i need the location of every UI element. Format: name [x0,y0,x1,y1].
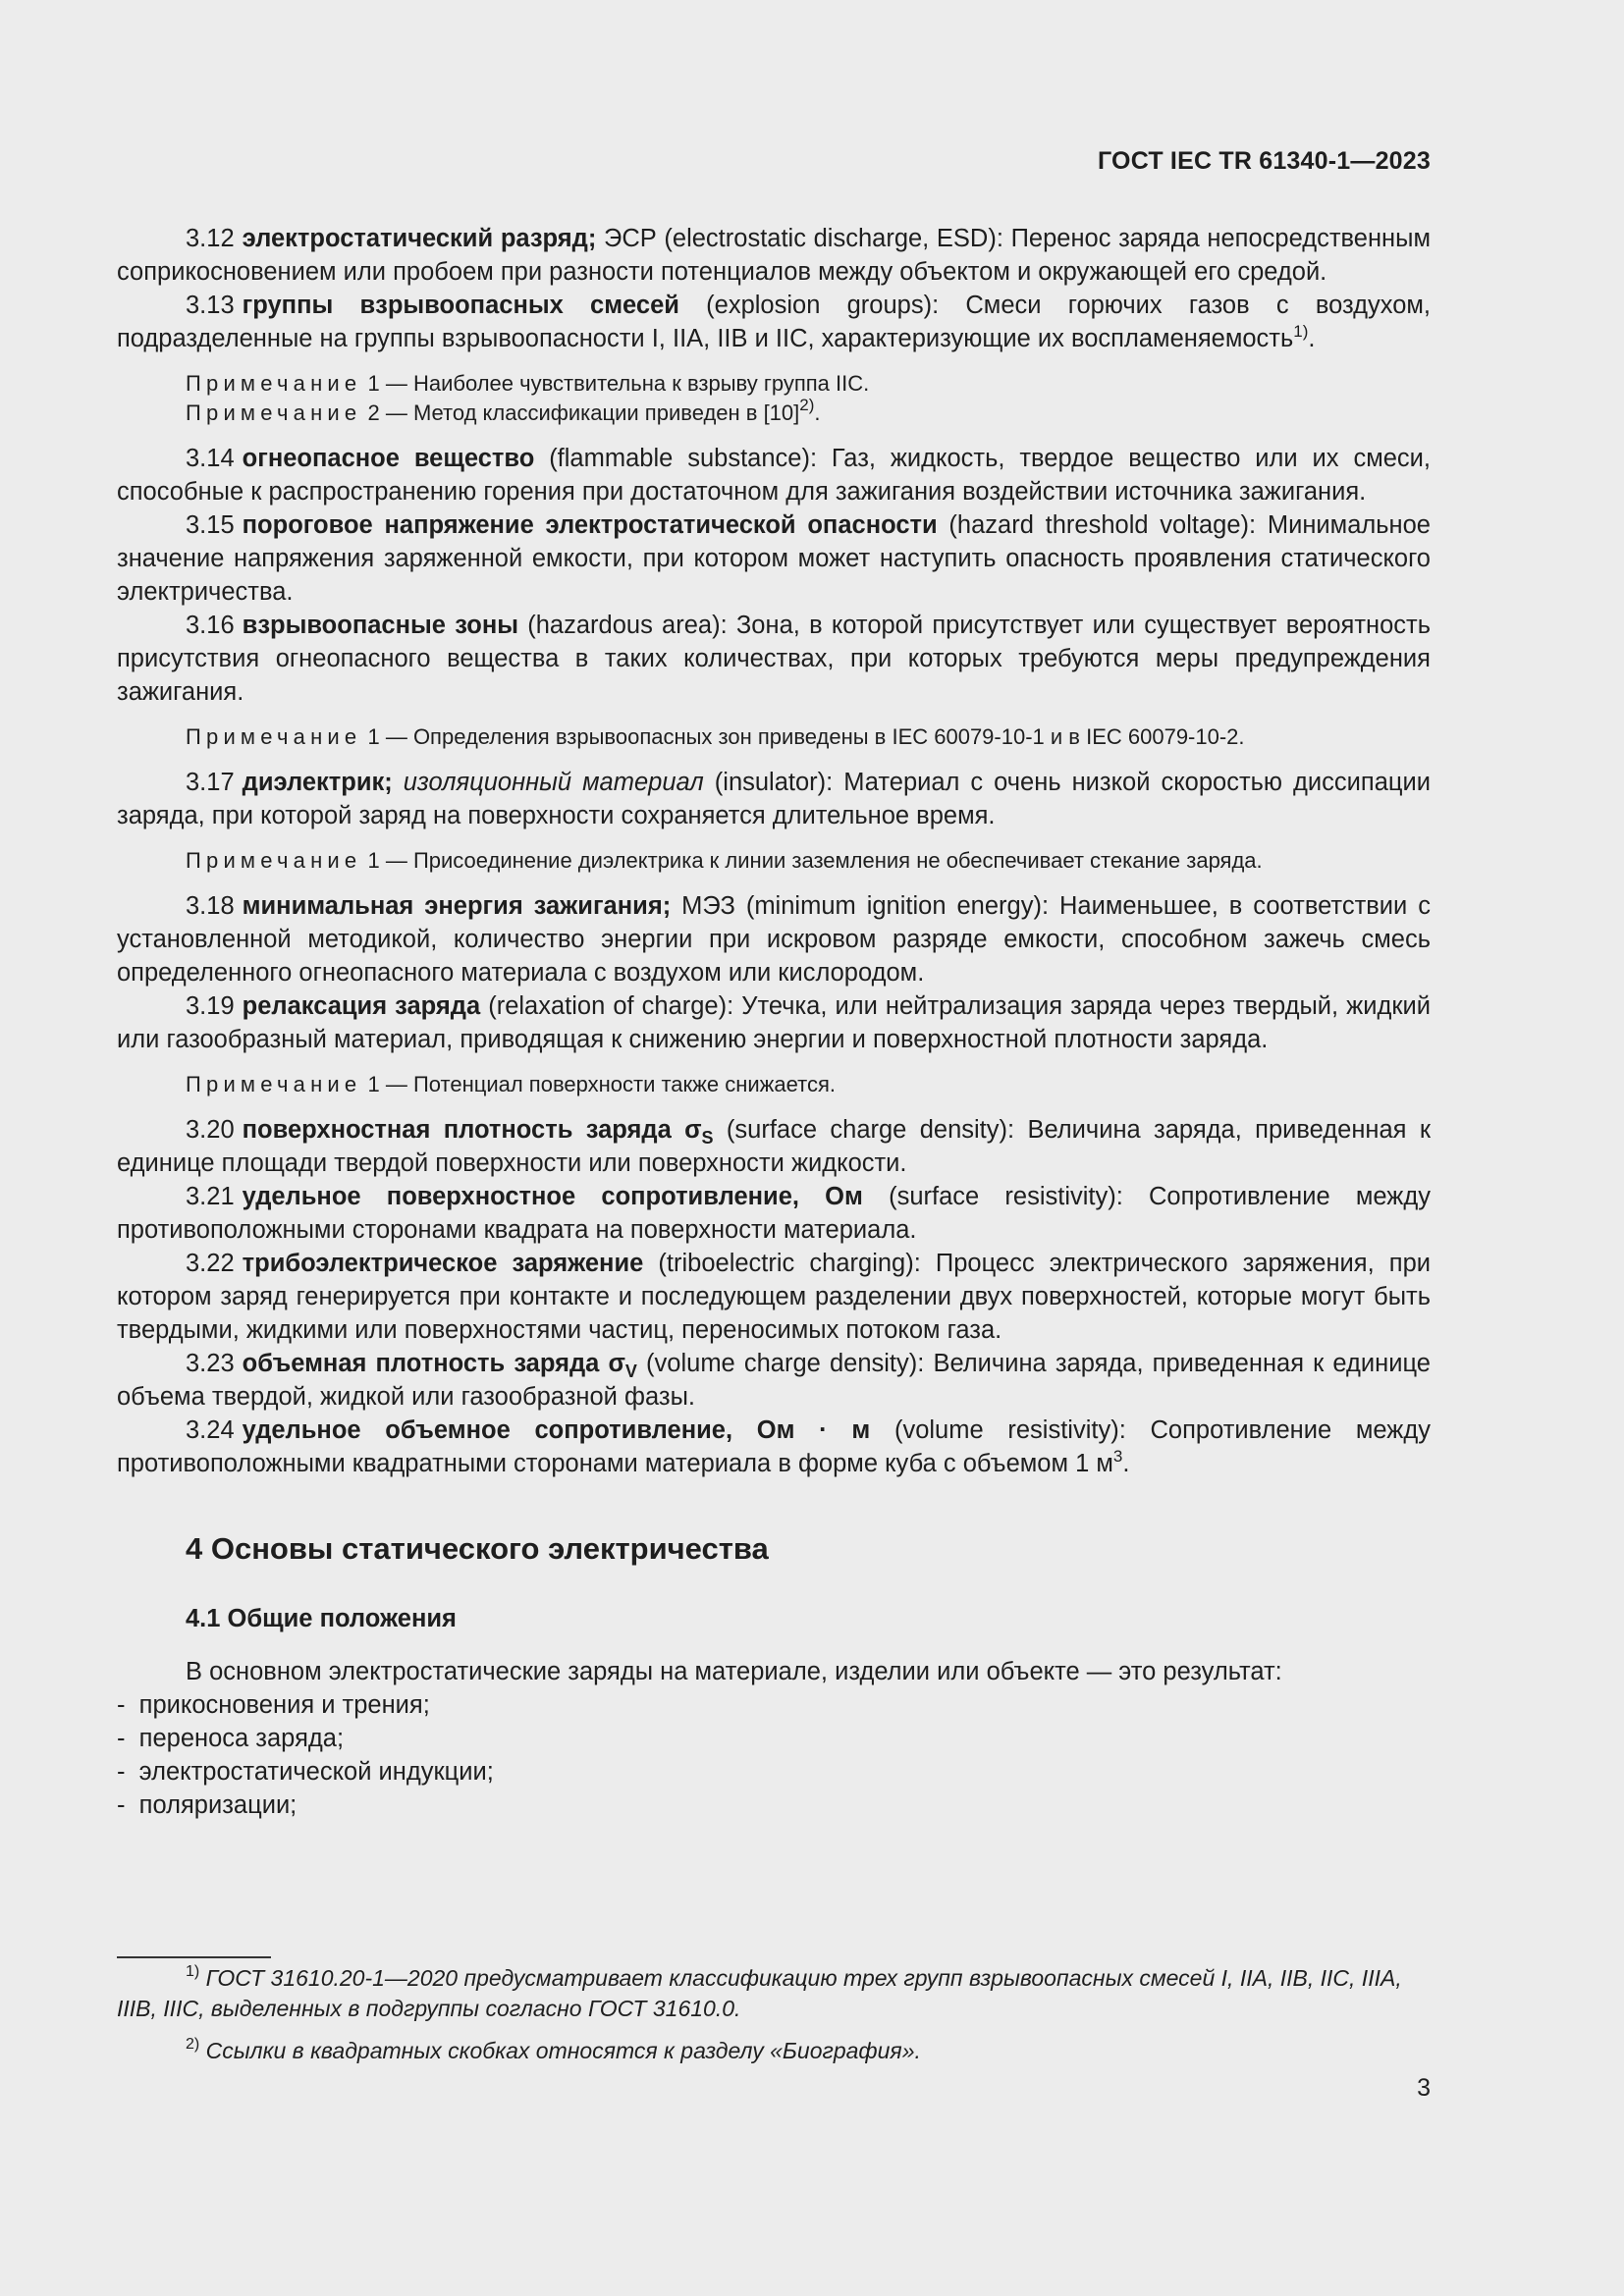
term-3-20: 3.20 поверхностная плотность заряда $\sigma_S$ (surface charge density): Величина заряда, приведенная к единице площади твердой поверхности или поверхности жидкости. [117,1116,1431,1177]
note-group-3-13 [186,369,1431,428]
term-3-21: 3.21 удельное поверхностное сопротивление, Ом (surface resistivity): Сопротивление между противоположными сторонами квадрата на поверхности материала. [117,1183,1431,1244]
list-item: - переноса заряда; [117,1722,1431,1755]
term-3-23: 3.23 объемная плотность заряда $\sigma_V$ (volume charge density): Величина заряда, приведенная к единице объема твердой, жидкой или газообразной фазы. [117,1350,1431,1411]
page-number: 3 [1417,2074,1431,2102]
term-3-17: 3.17 диэлектрик; изоляционный материал (insulator): Материал с очень низкой скоростью диссипации заряда, при которой заряд на поверхности сохраняется длительное время. [117,769,1431,829]
term-3-15: 3.15 пороговое напряжение электростатической опасности (hazard threshold voltage): Минимальное значение напряжения заряженной емкости, при котором может наступить опасность проявления статического электричества. [117,511,1431,606]
term-3-22: 3.22 трибоэлектрическое заряжение (triboelectric charging): Процесс электрического заряжения, при котором заряд генерируется при контакте и последующем разделении двух поверхностей, которые могут быть твердыми, жидкими или поверхностями частиц, переносимых потоком газа. [117,1250,1432,1344]
note-3-16: Примечание 1 — Определения взрывоопасных зон приведены в IEC 60079-10-1 и в IEC 60079-10-2. [186,724,1245,749]
footnote-ref-1[interactable]: 1) [1293,322,1309,341]
note: Примечание 2 — Метод классификации приведен в $[10]^{2)}$. [186,396,821,425]
term-3-12: 3.12 электростатический разряд; ЭСР (electrostatic discharge, ESD): Перенос заряда непосредственным соприкосновением или пробоем при разности потенциалов между объектом и окружающей его средой. [117,225,1431,286]
term-3-19: 3.19 релаксация заряда (relaxation of charge): Утечка, или нейтрализация заряда через твердый, жидкий или газообразный материал, приводящая к снижению энергии и поверхностной плотности заряда. [117,992,1431,1053]
document-header: ГОСТ IEC TR 61340-1—2023 [1098,147,1431,175]
term-3-14: 3.14 огнеопасное вещество (flammable substance): Газ, жидкость, твердое вещество или их смеси, способные к распространению горения при достаточном для зажигания воздействии источника зажигания. [117,445,1431,506]
term-3-24: 3.24 удельное объемное сопротивление, Ом · м (volume resistivity): Сопротивление между противоположными квадратными сторонами материала в форме куба с объемом 1 $м^3$. [117,1416,1431,1477]
section-4-heading: 4 Основы статического электричества [186,1531,769,1566]
footnote-1: $^{1)}$ ГОСТ 31610.20-1—2020 предусматривает классификацию трех групп взрывоопасных смесей I, IIA, IIB, IIC, IIIA, IIIB, IIIC, выделенных в подгруппы согласно ГОСТ 31610.0. [117,1963,1402,2021]
list-item: - электростатической индукции; [117,1755,1431,1789]
footnote-2: $^{2)}$ Ссылки в квадратных скобках относятся к разделу «Биография». [186,2036,921,2063]
term-3-13: 3.13 группы взрывоопасных смесей (explosion groups): Смеси горючих газов с воздухом, подразделенные на группы взрывоопасности I, IIA, IIB и IIC, характеризующие их воспламеняемость$^{1)}$. [117,292,1431,352]
list-item: - прикосновения и трения; [117,1688,1431,1722]
section-4-1-heading: 4.1 Общие положения [186,1605,457,1632]
footnote-divider [117,1956,271,1958]
term-3-16: 3.16 взрывоопасные зоны (hazardous area): Зона, в которой присутствует или существует вероятность присутствия огнеопасного вещества в таких количествах, при которых требуются меры предупреждения зажигания. [117,612,1431,706]
note-3-17: Примечание 1 — Присоединение диэлектрика к линии заземления не обеспечивает стекание заряда. [186,848,1263,873]
cause-list [117,1688,1431,1822]
term-3-18: 3.18 минимальная энергия зажигания; МЭЗ (minimum ignition energy): Наименьшее, в соответствии с установленной методикой, количество энергии при искровом разряде емкости, способном зажечь смесь определенного огнеопасного материала с воздухом или кислородом. [117,892,1432,987]
footnote-ref-2[interactable]: 2) [799,396,815,414]
note-3-19: Примечание 1 — Потенциал поверхности также снижается. [186,1072,836,1096]
note: Примечание 1 — Наиболее чувствительна к взрыву группа IIC. [186,371,870,396]
list-item: - поляризации; [117,1789,1431,1822]
main-content [117,222,1431,1822]
footnotes [117,1963,1431,2066]
section-4-1-intro: В основном электростатические заряды на материале, изделии или объекте — это результат: [186,1658,1282,1685]
